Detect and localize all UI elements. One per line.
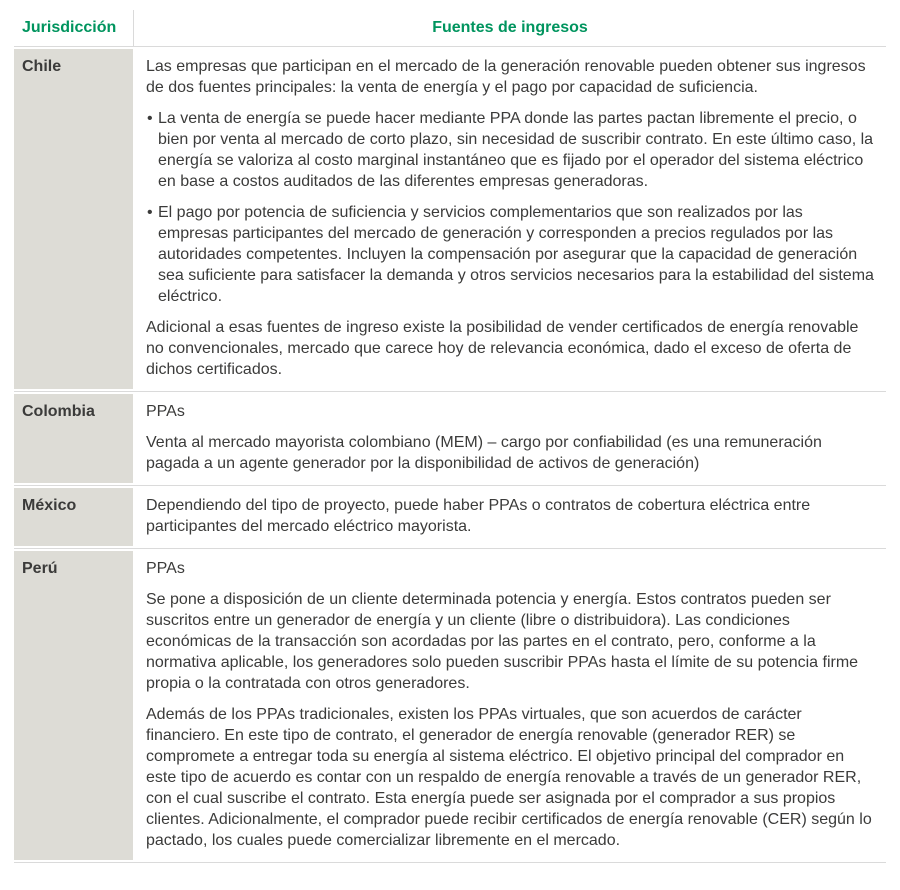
paragraph: PPAs [146,560,185,577]
paragraph: Además de los PPAs tradicionales, existen los PPAs virtuales, que son acuerdos de carácter financiero. En este tipo de contrato, el generador de energía renovable (generador RER) se compromete a entregar toda su energía al sistema eléctrico. El objetivo principal del comprador en este tipo de acuerdo es contar con un respaldo de energía renovable a través de un generador RER, con el cual suscribe el contrato. Esta energía puede ser asignada por el comprador a sus propios clientes. Adicionalmente, el comprador puede recibir certificados de energía renovable (CER) según lo pactado, los cuales puede comercializar libremente en el mercado. [146,706,872,849]
sources-cell [133,47,886,391]
paragraph: Venta al mercado mayorista colombiano (MEM) – cargo por confiabilidad (es una remuneración pagada a un agente generador por la disponibilidad de activos de generación) [146,434,822,472]
bullet-icon: • [147,204,153,221]
table-row [14,392,886,486]
paragraph: PPAs [146,403,185,420]
table-header-row [14,10,886,47]
jurisdiction-cell: Perú [14,549,133,862]
header-jurisdiction: Jurisdicción [22,19,117,36]
sources-cell [133,549,886,862]
header-sources: Fuentes de ingresos [133,10,886,46]
sources-cell [133,392,886,485]
table-row [14,486,886,549]
bullet-item [146,202,874,307]
table-row [14,47,886,392]
sources-cell [133,486,886,548]
paragraph: Adicional a esas fuentes de ingreso existe la posibilidad de vender certificados de energía renovable no convencionales, mercado que carece hoy de relevancia económica, dado el exceso de oferta de dichos certificados. [146,319,859,378]
bullet-item [146,108,874,192]
jurisdiction-cell: Colombia [14,392,133,485]
paragraph: Dependiendo del tipo de proyecto, puede haber PPAs o contratos de cobertura eléctrica entre participantes del mercado eléctrico mayorista. [146,497,811,535]
paragraph: Las empresas que participan en el mercado de la generación renovable pueden obtener sus ingresos de dos fuentes principales: la venta de energía y el pago por capacidad de suficiencia. [146,58,866,96]
jurisdiction-cell: Chile [14,47,133,391]
jurisdiction-cell: México [14,486,133,548]
bullet-icon: • [147,110,153,127]
paragraph: Se pone a disposición de un cliente determinada potencia y energía. Estos contratos pueden ser suscritos entre un generador de energía y un cliente (libre o distribuidora). Las condiciones económicas de la transacción son acordadas por las partes en el contrato, pero, conforme a la normativa aplicable, los generadores solo pueden suscribir PPAs hasta el límite de su potencia firme propia o la contratada con otros generadores. [146,591,859,692]
revenue-sources-table [14,10,886,863]
table-body [14,47,886,863]
bullet-text: La venta de energía se puede hacer mediante PPA donde las partes pactan libremente el precio, o bien por venta al mercado de corto plazo, sin necesidad de suscribir contrato. En este último caso, la energía se valoriza al costo marginal instantáneo que es fijado por el operador del sistema eléctrico en base a costos auditados de las diferentes empresas generadoras. [158,110,874,190]
table-row [14,549,886,863]
bullet-text: El pago por potencia de suficiencia y servicios complementarios que son realizados por las empresas participantes del mercado de generación y corresponden a precios regulados por las autoridades competentes. Incluyen la compensación por asegurar que la capacidad de generación sea suficiente para satisfacer la demanda y otros servicios necesarios para la estabilidad del sistema eléctrico. [158,204,874,305]
